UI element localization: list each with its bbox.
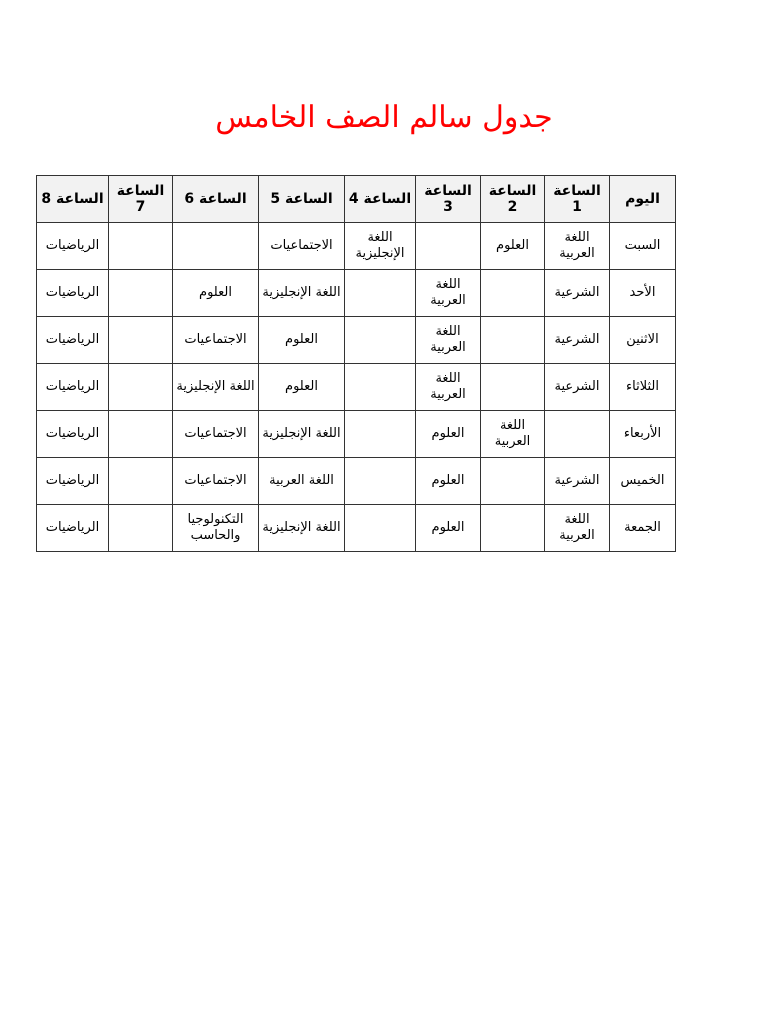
- header-hour-7: الساعة 7: [109, 176, 173, 223]
- header-hour-2: الساعة 2: [481, 176, 545, 223]
- subject-cell: الرياضيات: [37, 505, 109, 552]
- subject-cell: العلوم: [259, 317, 345, 364]
- table-row: [37, 317, 676, 364]
- subject-cell: التكنولوجيا والحاسب: [173, 505, 259, 552]
- subject-cell: [416, 223, 481, 270]
- subject-cell: اللغة العربية: [416, 270, 481, 317]
- subject-cell: [481, 364, 545, 411]
- subject-cell: الرياضيات: [37, 317, 109, 364]
- day-cell: الأحد: [610, 270, 676, 317]
- subject-cell: [481, 270, 545, 317]
- subject-cell: [173, 223, 259, 270]
- subject-cell: [109, 458, 173, 505]
- subject-cell: [109, 270, 173, 317]
- subject-cell: اللغة العربية: [545, 223, 610, 270]
- table-row: [37, 505, 676, 552]
- subject-cell: [109, 411, 173, 458]
- subject-cell: الشرعية: [545, 317, 610, 364]
- subject-cell: الاجتماعيات: [259, 223, 345, 270]
- subject-cell: الرياضيات: [37, 411, 109, 458]
- subject-cell: [345, 364, 416, 411]
- subject-cell: اللغة الإنجليزية: [259, 505, 345, 552]
- subject-cell: [345, 411, 416, 458]
- subject-cell: [109, 364, 173, 411]
- subject-cell: الشرعية: [545, 458, 610, 505]
- header-day: اليوم: [610, 176, 676, 223]
- subject-cell: العلوم: [416, 411, 481, 458]
- header-hour-5: الساعة 5: [259, 176, 345, 223]
- subject-cell: [481, 458, 545, 505]
- subject-cell: [345, 505, 416, 552]
- day-cell: الخميس: [610, 458, 676, 505]
- subject-cell: اللغة الإنجليزية: [173, 364, 259, 411]
- subject-cell: [345, 458, 416, 505]
- subject-cell: اللغة العربية: [416, 317, 481, 364]
- subject-cell: العلوم: [481, 223, 545, 270]
- subject-cell: الرياضيات: [37, 270, 109, 317]
- schedule-table: [36, 175, 676, 552]
- table-row: [37, 411, 676, 458]
- subject-cell: الشرعية: [545, 270, 610, 317]
- subject-cell: [481, 317, 545, 364]
- subject-cell: [109, 317, 173, 364]
- day-cell: الاثنين: [610, 317, 676, 364]
- subject-cell: اللغة العربية: [545, 505, 610, 552]
- header-hour-8: الساعة 8: [37, 176, 109, 223]
- header-row: [37, 176, 676, 223]
- table-row: [37, 458, 676, 505]
- header-hour-1: الساعة 1: [545, 176, 610, 223]
- subject-cell: اللغة الإنجليزية: [259, 411, 345, 458]
- day-cell: الثلاثاء: [610, 364, 676, 411]
- table-row: [37, 364, 676, 411]
- subject-cell: العلوم: [416, 505, 481, 552]
- subject-cell: الاجتماعيات: [173, 411, 259, 458]
- table-row: [37, 270, 676, 317]
- subject-cell: اللغة العربية: [259, 458, 345, 505]
- subject-cell: [345, 270, 416, 317]
- subject-cell: الاجتماعيات: [173, 458, 259, 505]
- subject-cell: اللغة الإنجليزية: [345, 223, 416, 270]
- subject-cell: [481, 505, 545, 552]
- header-hour-3: الساعة 3: [416, 176, 481, 223]
- subject-cell: الشرعية: [545, 364, 610, 411]
- subject-cell: اللغة العربية: [416, 364, 481, 411]
- day-cell: الأربعاء: [610, 411, 676, 458]
- subject-cell: [109, 223, 173, 270]
- day-cell: الجمعة: [610, 505, 676, 552]
- subject-cell: العلوم: [173, 270, 259, 317]
- subject-cell: اللغة الإنجليزية: [259, 270, 345, 317]
- subject-cell: [345, 317, 416, 364]
- subject-cell: الرياضيات: [37, 458, 109, 505]
- subject-cell: العلوم: [416, 458, 481, 505]
- page-title: جدول سالم الصف الخامس: [215, 100, 553, 135]
- header-hour-4: الساعة 4: [345, 176, 416, 223]
- subject-cell: اللغة العربية: [481, 411, 545, 458]
- subject-cell: الرياضيات: [37, 364, 109, 411]
- subject-cell: الاجتماعيات: [173, 317, 259, 364]
- header-hour-6: الساعة 6: [173, 176, 259, 223]
- subject-cell: العلوم: [259, 364, 345, 411]
- subject-cell: الرياضيات: [37, 223, 109, 270]
- subject-cell: [545, 411, 610, 458]
- subject-cell: [109, 505, 173, 552]
- table-row: [37, 223, 676, 270]
- day-cell: السبت: [610, 223, 676, 270]
